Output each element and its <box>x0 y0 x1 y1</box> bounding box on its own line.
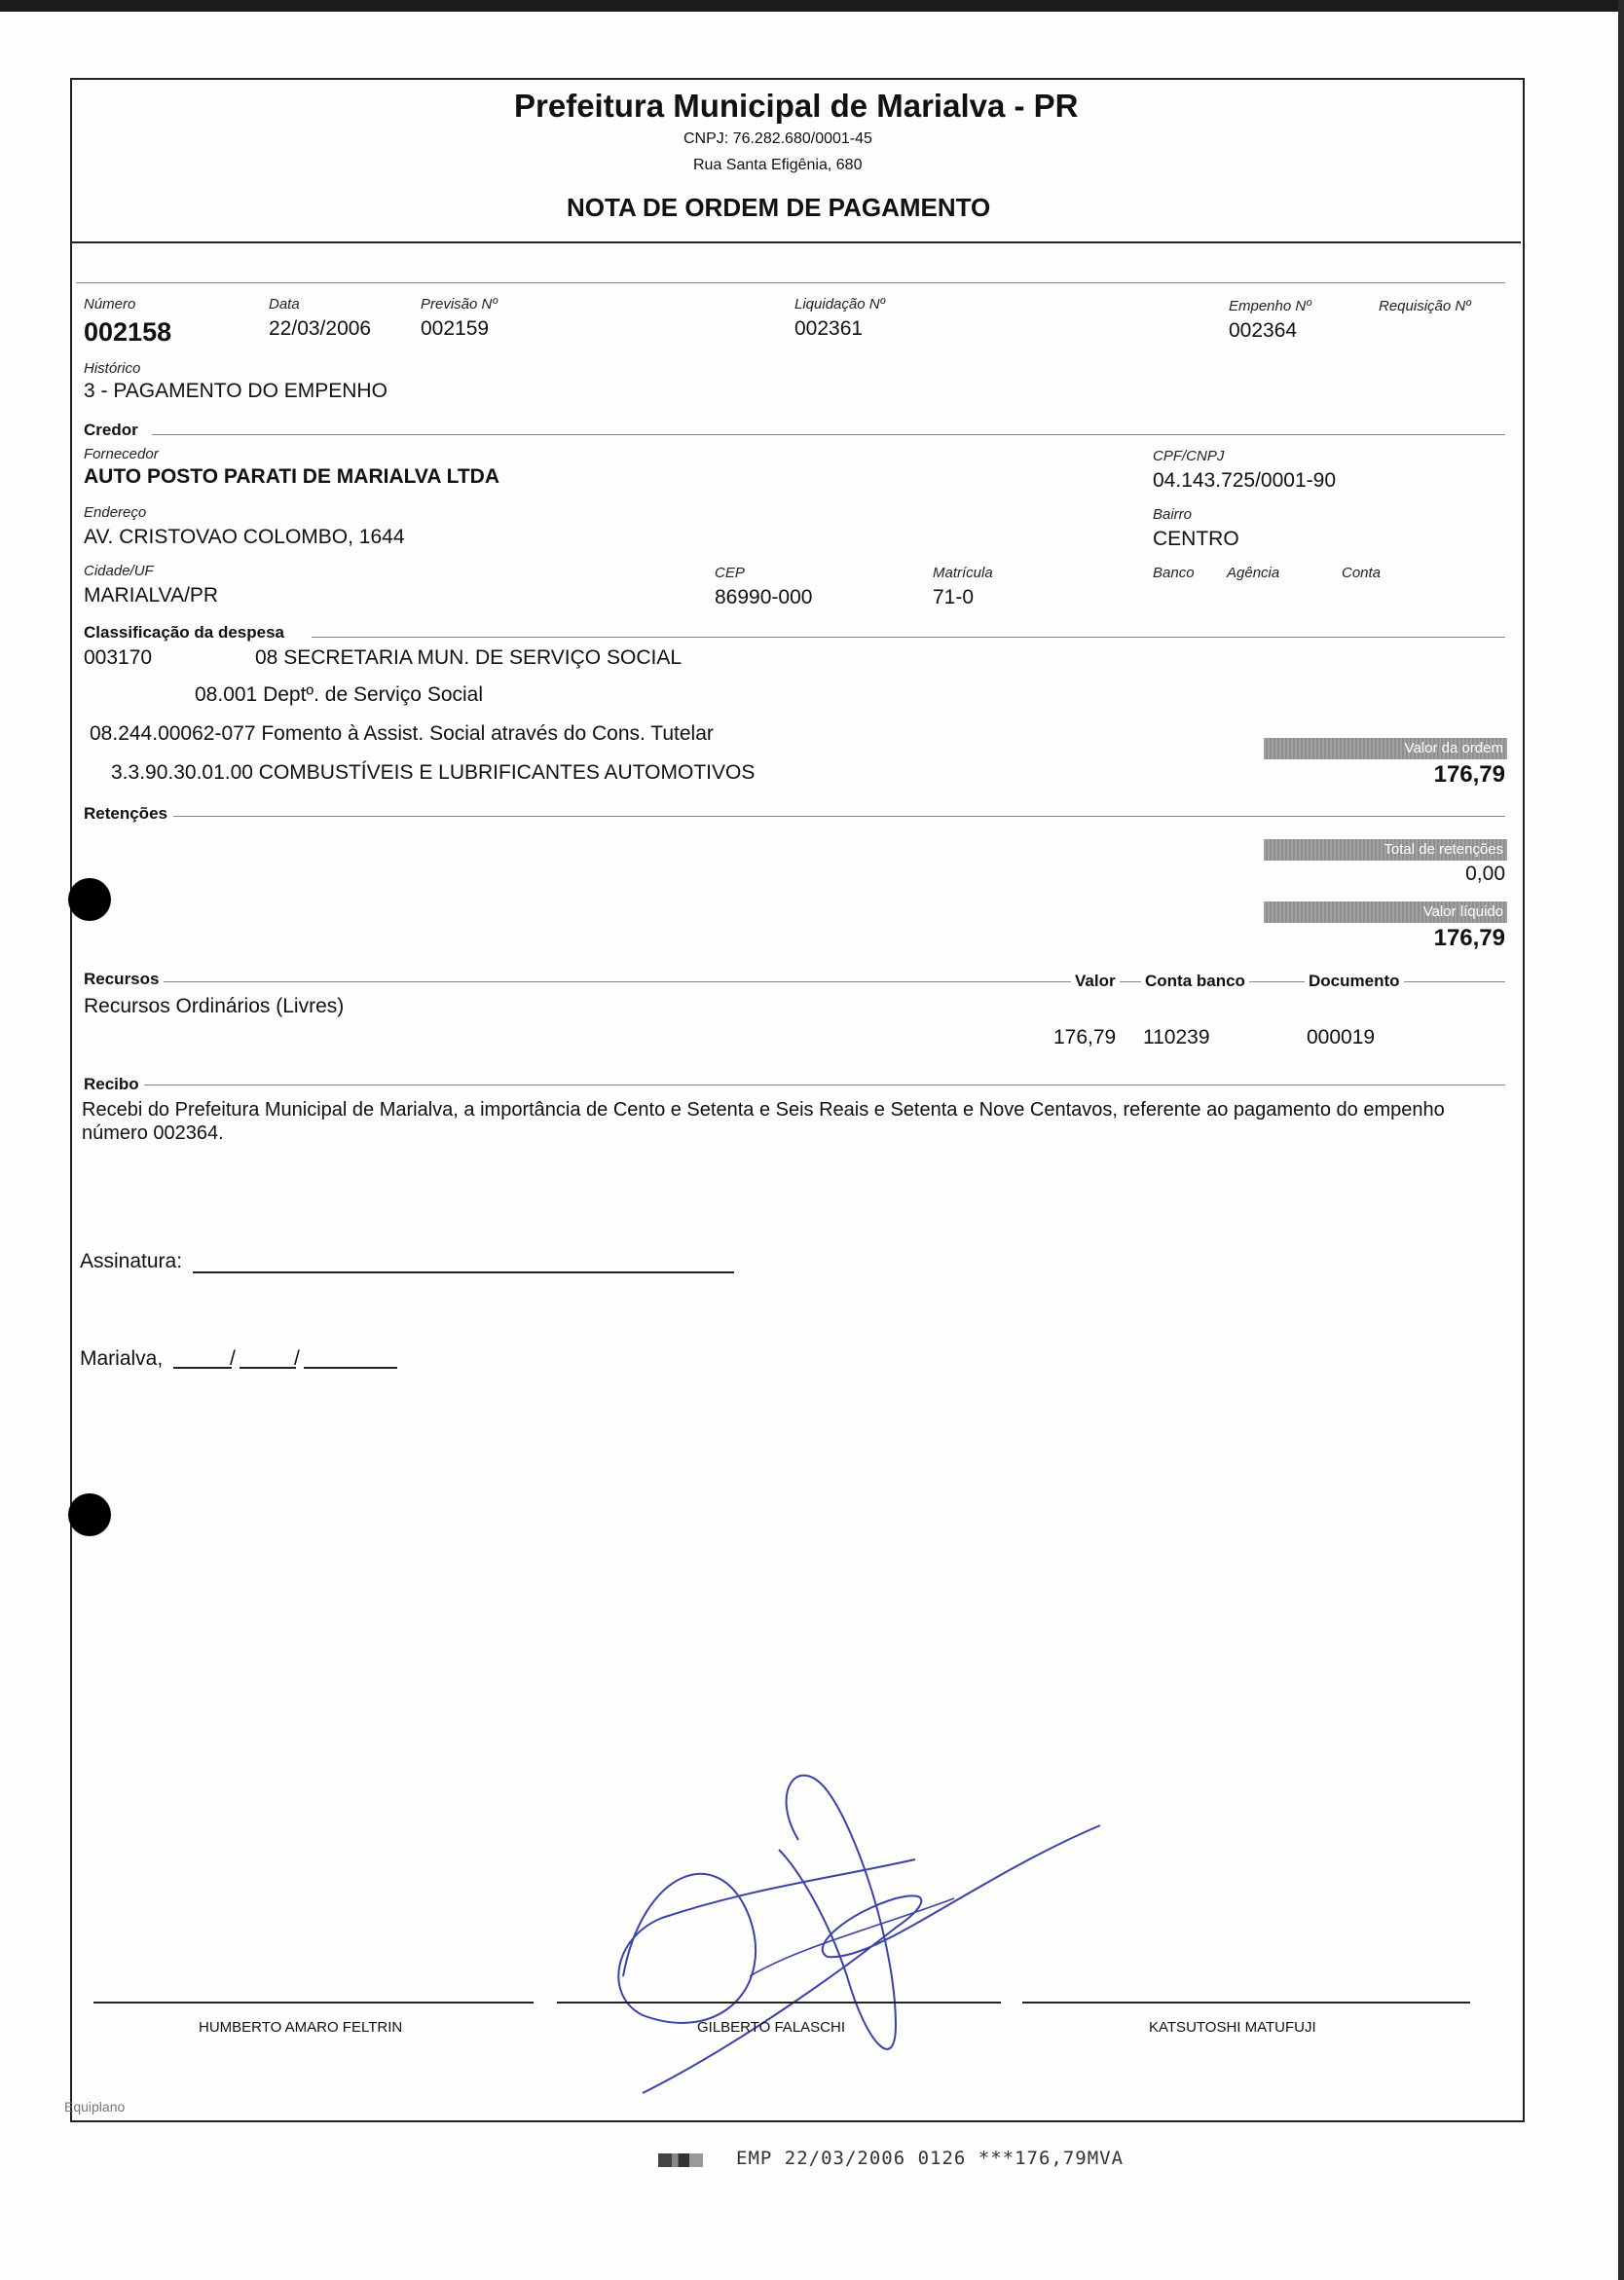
recursos-valor-header: Valor <box>1071 972 1120 991</box>
local-data-label: Marialva, <box>80 1347 164 1370</box>
cidade-label: Cidade/UF <box>84 563 154 579</box>
conta-label: Conta <box>1342 565 1382 581</box>
classificacao-code: 003170 <box>84 646 153 669</box>
classificacao-elemento: 3.3.90.30.01.00 COMBUSTÍVEIS E LUBRIFICANTES AUTOMOTIVOS <box>111 761 756 784</box>
recursos-documento: 000019 <box>1307 1026 1376 1048</box>
liquidacao-label: Liquidação Nº <box>794 296 886 313</box>
total-retencoes-value: 0,00 <box>1465 863 1505 885</box>
previsao-value: 002159 <box>421 317 490 340</box>
recursos-valor: 176,79 <box>1053 1026 1117 1048</box>
assinatura-line <box>193 1271 734 1273</box>
data-value: 22/03/2006 <box>269 317 372 340</box>
valor-liquido-value: 176,79 <box>1433 925 1505 951</box>
signatory-2: GILBERTO FALASCHI <box>697 2019 845 2036</box>
requisicao-label: Requisição Nº <box>1379 298 1471 314</box>
banco-label: Banco <box>1153 565 1195 581</box>
retencoes-divider <box>173 816 1505 817</box>
org-address: Rua Santa Efigênia, 680 <box>693 157 863 173</box>
valor-liquido-label: Valor líquido <box>1264 901 1507 923</box>
date-slash-2: / <box>294 1347 300 1370</box>
numero-value: 002158 <box>84 317 172 347</box>
total-retencoes-label: Total de retenções <box>1264 839 1507 861</box>
system-name: Equiplano <box>64 2099 126 2115</box>
org-cnpj: CNPJ: 76.282.680/0001-45 <box>683 130 872 147</box>
empenho-value: 002364 <box>1229 319 1298 342</box>
numero-label: Número <box>84 296 136 313</box>
classificacao-orgao: 08 SECRETARIA MUN. DE SERVIÇO SOCIAL <box>255 646 683 669</box>
handwritten-signature <box>604 1752 1110 2113</box>
historico-label: Histórico <box>84 360 141 377</box>
signatory-3: KATSUTOSHI MATUFUJI <box>1149 2019 1316 2036</box>
empenho-label: Empenho Nº <box>1229 298 1311 314</box>
recursos-conta-header: Conta banco <box>1141 972 1249 991</box>
endereco-value: AV. CRISTOVAO COLOMBO, 1644 <box>84 526 405 548</box>
recursos-section-title: Recursos <box>84 970 160 988</box>
matricula-label: Matrícula <box>933 565 993 581</box>
fornecedor-label: Fornecedor <box>84 446 159 462</box>
data-label: Data <box>269 296 300 313</box>
bairro-label: Bairro <box>1153 506 1193 523</box>
signatory-1: HUMBERTO AMARO FELTRIN <box>199 2019 403 2036</box>
recibo-text: Recebi do Prefeitura Municipal de Marialva, a importância de Cento e Setenta e Seis Reais e Setenta e Nove Centavos, referente ao pagamento do empenho número 002364. <box>82 1099 1445 1144</box>
recursos-fonte: Recursos Ordinários (Livres) <box>84 995 345 1017</box>
punch-hole-bottom <box>68 1493 111 1536</box>
recursos-documento-header: Documento <box>1305 972 1404 991</box>
document-title: NOTA DE ORDEM DE PAGAMENTO <box>567 193 991 222</box>
recibo-section-title: Recibo <box>84 1075 139 1093</box>
signature-line-1 <box>93 2002 534 2004</box>
classificacao-unidade: 08.001 Deptº. de Serviço Social <box>195 683 484 706</box>
scan-border-right <box>1618 0 1624 2280</box>
assinatura-label: Assinatura: <box>80 1250 183 1272</box>
date-day-line <box>173 1367 232 1369</box>
credor-section-title: Credor <box>84 421 138 439</box>
classificacao-section-title: Classificação da despesa <box>84 623 285 642</box>
retencoes-section-title: Retenções <box>84 804 167 823</box>
signature-line-3 <box>1022 2002 1470 2004</box>
agencia-label: Agência <box>1227 565 1280 581</box>
date-month-line <box>240 1367 296 1369</box>
cep-value: 86990-000 <box>715 586 813 608</box>
liquidacao-value: 002361 <box>794 317 864 340</box>
classificacao-programa: 08.244.00062-077 Fomento à Assist. Social através do Cons. Tutelar <box>90 722 714 745</box>
credor-divider <box>152 434 1505 435</box>
punch-hole-top <box>68 878 111 921</box>
valor-ordem-label: Valor da ordem <box>1264 738 1507 759</box>
header-divider <box>72 241 1521 243</box>
fornecedor-value: AUTO POSTO PARATI DE MARIALVA LTDA <box>84 465 499 488</box>
org-title: Prefeitura Municipal de Marialva - PR <box>514 88 1079 124</box>
date-slash-1: / <box>230 1347 236 1370</box>
date-year-line <box>304 1367 397 1369</box>
previsao-label: Previsão Nº <box>421 296 498 313</box>
cnpj-value: 04.143.725/0001-90 <box>1153 469 1337 492</box>
bairro-value: CENTRO <box>1153 528 1239 550</box>
cnpj-label: CPF/CNPJ <box>1153 448 1225 464</box>
signature-line-2 <box>557 2002 1001 2004</box>
historico-value: 3 - PAGAMENTO DO EMPENHO <box>84 380 388 402</box>
recursos-conta: 110239 <box>1143 1026 1210 1048</box>
stamp-mark-icon <box>658 2153 703 2167</box>
classificacao-divider <box>312 637 1505 638</box>
matricula-value: 71-0 <box>933 586 975 608</box>
mechanical-stamp: EMP 22/03/2006 0126 ***176,79MVA <box>736 2148 1125 2169</box>
valor-ordem-value: 176,79 <box>1433 761 1505 788</box>
ids-divider <box>76 282 1505 283</box>
cep-label: CEP <box>715 565 745 581</box>
scan-border-top <box>0 0 1624 12</box>
endereco-label: Endereço <box>84 504 147 521</box>
cidade-value: MARIALVA/PR <box>84 584 219 607</box>
